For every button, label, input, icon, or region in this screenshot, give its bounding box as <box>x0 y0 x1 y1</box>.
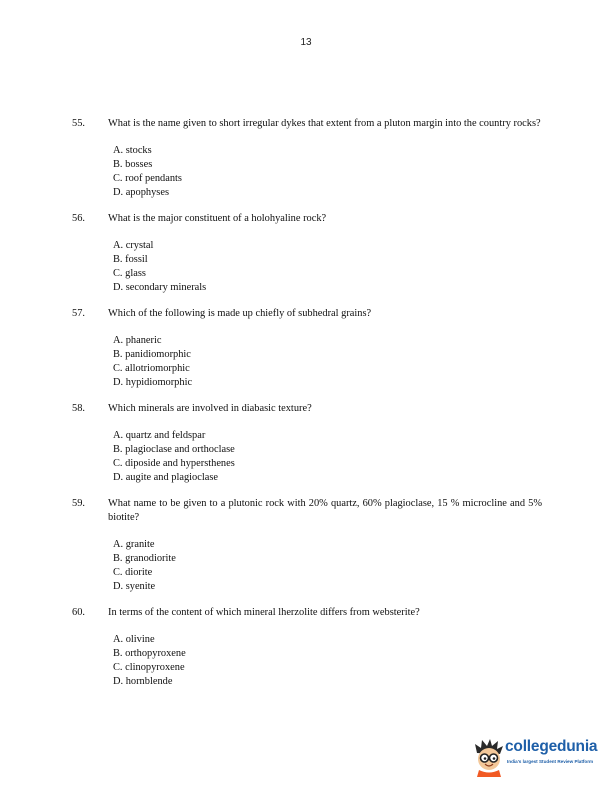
option-d: D. hypidiomorphic <box>113 377 193 388</box>
option-d: D. hornblende <box>113 676 173 687</box>
question-list <box>0 117 612 701</box>
option-c: C. allotriomorphic <box>113 363 190 374</box>
option-list <box>113 334 612 390</box>
question-text: Which minerals are involved in diabasic texture? <box>108 403 312 414</box>
question-text: What is the major constituent of a holohyaline rock? <box>108 213 327 224</box>
brand-name: collegedunia <box>505 738 598 755</box>
question-58 <box>0 402 612 485</box>
page-number: 13 <box>300 37 312 48</box>
option-b: B. granodiorite <box>113 553 176 564</box>
option-list <box>113 633 612 689</box>
option-list <box>113 144 612 200</box>
question-number: 59. <box>72 498 85 509</box>
question-number: 60. <box>72 607 85 618</box>
option-a: A. olivine <box>113 634 155 645</box>
question-number: 55. <box>72 118 85 129</box>
question-text: In terms of the content of which mineral lherzolite differs from websterite? <box>108 607 420 618</box>
question-text: What name to be given to a plutonic rock with 20% quartz, 60% plagioclase, 15 % microcline and 5% biotite? <box>108 498 542 523</box>
option-b: B. fossil <box>113 254 148 265</box>
option-a: A. quartz and feldspar <box>113 430 206 441</box>
option-b: B. orthopyroxene <box>113 648 186 659</box>
question-number: 57. <box>72 308 85 319</box>
option-c: C. diorite <box>113 567 153 578</box>
option-c: C. diposide and hypersthenes <box>113 458 235 469</box>
option-c: C. roof pendants <box>113 173 182 184</box>
option-d: D. apophyses <box>113 187 169 198</box>
option-list <box>113 538 612 594</box>
option-a: A. stocks <box>113 145 152 156</box>
mascot-icon <box>472 737 506 777</box>
option-list <box>113 239 612 295</box>
question-55 <box>0 117 612 200</box>
question-59 <box>0 497 612 594</box>
question-60 <box>0 606 612 689</box>
option-c: C. clinopyroxene <box>113 662 185 673</box>
option-a: A. granite <box>113 539 155 550</box>
brand-tagline: India's largest Student Review Platform <box>507 759 594 764</box>
option-a: A. crystal <box>113 240 154 251</box>
option-d: D. secondary minerals <box>113 282 207 293</box>
question-text: What is the name given to short irregular dykes that extent from a pluton margin into the country rocks? <box>108 118 541 129</box>
collegedunia-logo <box>472 737 602 777</box>
question-57 <box>0 307 612 390</box>
option-d: D. syenite <box>113 581 156 592</box>
option-b: B. plagioclase and orthoclase <box>113 444 235 455</box>
option-b: B. bosses <box>113 159 153 170</box>
question-56 <box>0 212 612 295</box>
option-c: C. glass <box>113 268 146 279</box>
option-b: B. panidiomorphic <box>113 349 191 360</box>
option-d: D. augite and plagioclase <box>113 472 219 483</box>
option-list <box>113 429 612 485</box>
question-number: 58. <box>72 403 85 414</box>
option-a: A. phaneric <box>113 335 162 346</box>
question-number: 56. <box>72 213 85 224</box>
question-text: Which of the following is made up chiefly of subhedral grains? <box>108 308 372 319</box>
